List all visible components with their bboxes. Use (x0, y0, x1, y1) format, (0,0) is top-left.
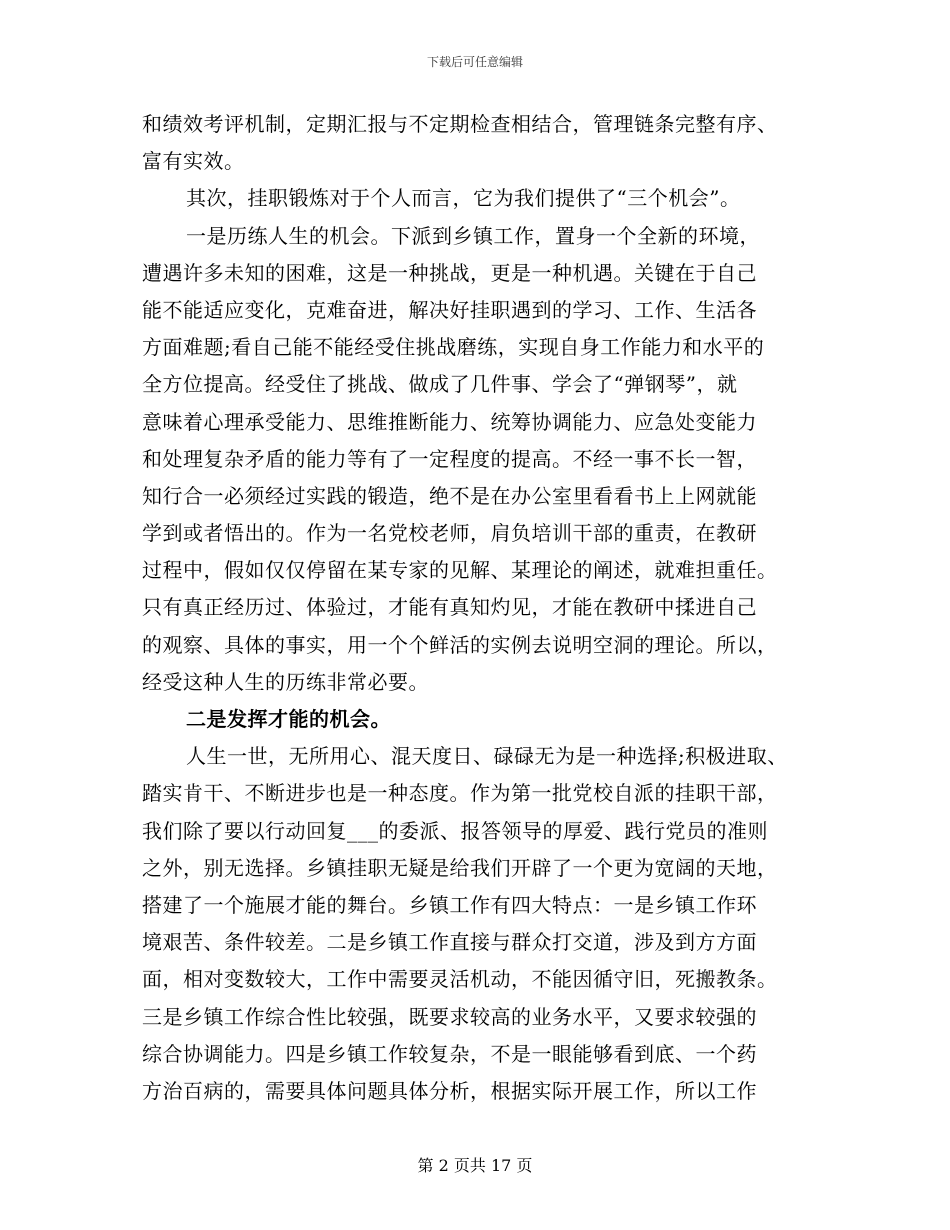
text-line: 我们除了要以行动回复___的委派、报答领导的厚爱、践行党员的准则 (142, 818, 768, 843)
text-line: 遭遇许多未知的困难，这是一种挑战，更是一种机遇。关键在于自己 (142, 260, 757, 285)
text-line: 一是历练人生的机会。下派到乡镇工作，置身一个全新的环境， (186, 223, 760, 248)
text-line: 踏实肯干、不断进步也是一种态度。作为第一批党校自派的挂职干部， (142, 781, 778, 806)
text-line: 三是乡镇工作综合性比较强，既要求较高的业务水平，又要求较强的 (142, 1004, 757, 1029)
text-line: 境艰苦、条件较差。二是乡镇工作直接与群众打交道，涉及到方方面 (142, 930, 757, 955)
text-line: 学到或者悟出的。作为一名党校老师，肩负培训干部的重责，在教研 (142, 521, 757, 546)
page-footer: 第 2 页共 17 页 (417, 1156, 533, 1175)
text-line: 方面难题;看自己能不能经受住挑战磨练，实现自身工作能力和水平的 (142, 335, 765, 360)
text-line: 过程中，假如仅仅停留在某专家的见解、某理论的阐述，就难担重任。 (142, 558, 778, 583)
text-line: 能不能适应变化，克难奋进，解决好挂职遇到的学习、工作、生活各 (142, 297, 757, 322)
text-line: 的观察、具体的事实，用一个个鲜活的实例去说明空洞的理论。所以， (142, 632, 778, 657)
section-heading: 二是发挥才能的机会。 (186, 707, 391, 731)
text-line: 富有实效。 (142, 149, 245, 174)
text-line: 之外，别无选择。乡镇挂职无疑是给我们开辟了一个更为宽阔的天地， (142, 855, 778, 880)
text-line: 面，相对变数较大，工作中需要灵活机动，不能因循守旧，死搬教条。 (142, 967, 778, 992)
text-line: 搭建了一个施展才能的舞台。乡镇工作有四大特点：一是乡镇工作环 (142, 892, 757, 917)
text-line: 其次，挂职锻炼对于个人而言，它为我们提供了“三个机会”。 (186, 186, 741, 211)
text-line: 知行合一必须经过实践的锻造，绝不是在办公室里看看书上上网就能 (142, 483, 757, 508)
text-line: 只有真正经历过、体验过，才能有真知灼见，才能在教研中揉进自己 (142, 595, 757, 620)
body-text (142, 106, 832, 1110)
text-line: 方治百病的，需要具体问题具体分析，根据实际开展工作，所以工作 (142, 1078, 757, 1103)
text-line: 人生一世，无所用心、混天度日、碌碌无为是一种选择;积极进取、 (186, 744, 788, 769)
text-line: 和处理复杂矛盾的能力等有了一定程度的提高。不经一事不长一智， (142, 446, 757, 471)
text-line: 和绩效考评机制，定期汇报与不定期检查相结合，管理链条完整有序、 (142, 112, 778, 136)
text-line: 意味着心理承受能力、思维推断能力、统筹协调能力、应急处变能力 (142, 409, 757, 434)
text-line: 综合协调能力。四是乡镇工作较复杂，不是一眼能够看到底、一个药 (142, 1041, 757, 1066)
page-header: 下载后可任意编辑 (426, 55, 523, 69)
text-line: 经受这种人生的历练非常必要。 (142, 669, 429, 694)
text-line: 全方位提高。经受住了挑战、做成了几件事、学会了“弹钢琴”，就 (142, 372, 738, 397)
